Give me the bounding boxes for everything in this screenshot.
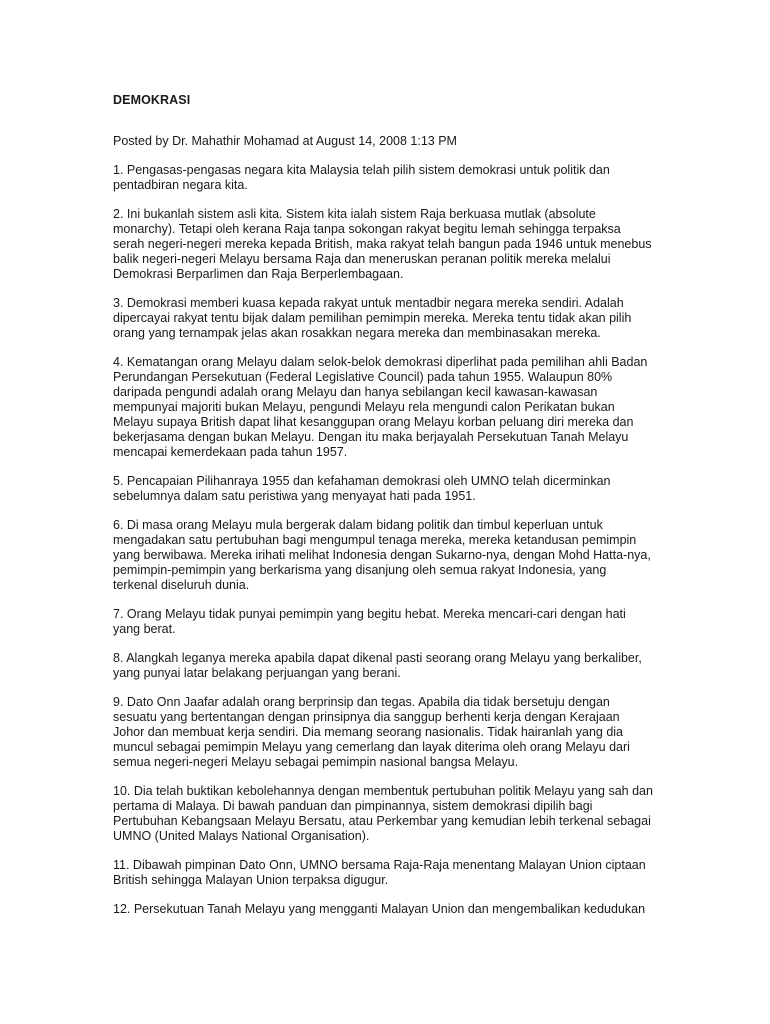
- paragraph-line: 5. Pencapaian Pilihanraya 1955 dan kefahaman demokrasi oleh UMNO telah dicerminkan: [113, 474, 611, 488]
- paragraph-line: serah negeri-negeri mereka kepada British, maka rakyat telah bangun pada 1946 untuk menebus: [113, 237, 652, 251]
- paragraph-line: British sehingga Malayan Union terpaksa digugur.: [113, 873, 389, 887]
- paragraph: [113, 607, 669, 637]
- paragraph: [113, 695, 669, 770]
- paragraph-line: 8. Alangkah leganya mereka apabila dapat dikenal pasti seorang orang Melayu yang berkaliber,: [113, 651, 642, 665]
- paragraph: [113, 296, 669, 341]
- paragraph-line: pemimpin-pemimpin yang berkarisma yang disanjung oleh semua rakyat Indonesia, yang: [113, 563, 607, 577]
- paragraph-line: 3. Demokrasi memberi kuasa kepada rakyat untuk mentadbir negara mereka sendiri. Adalah: [113, 296, 624, 310]
- paragraph: [113, 651, 669, 681]
- paragraph-line: monarchy). Tetapi oleh kerana Raja tanpa sokongan rakyat begitu lemah sehingga terpaksa: [113, 222, 621, 236]
- paragraph-line: terkenal diseluruh dunia.: [113, 578, 250, 592]
- paragraph-line: sesuatu yang bertentangan dengan prinsipnya dia sanggup berhenti kerja dengan Kerajaan: [113, 710, 620, 724]
- paragraph-line: 1. Pengasas-pengasas negara kita Malaysia telah pilih sistem demokrasi untuk politik dan: [113, 163, 610, 177]
- paragraph: [113, 784, 669, 844]
- paragraph-line: semua negeri-negeri Melayu sebagai pemimpin nasional bangsa Melayu.: [113, 755, 519, 769]
- paragraph: [113, 858, 669, 888]
- document-page: [113, 93, 669, 931]
- paragraph: [113, 355, 669, 460]
- paragraph-line: bekerjasama dengan bukan Melayu. Dengan itu maka berjayalah Persekutuan Tanah Melayu: [113, 430, 629, 444]
- paragraph-line: yang punyai latar belakang perjuangan yang berani.: [113, 666, 401, 680]
- paragraph-line: pentadbiran negara kita.: [113, 178, 248, 192]
- paragraph-line: sebelumnya dalam satu peristiwa yang menyayat hati pada 1951.: [113, 489, 476, 503]
- paragraph-line: 6. Di masa orang Melayu mula bergerak dalam bidang politik dan timbul keperluan untuk: [113, 518, 603, 532]
- paragraph-line: pertama di Malaya. Di bawah panduan dan pimpinannya, sistem demokrasi dipilih bagi: [113, 799, 593, 813]
- paragraph-line: yang berwibawa. Mereka irihati melihat Indonesia dengan Sukarno-nya, dengan Mohd Hatta-nya,: [113, 548, 651, 562]
- paragraph: [113, 902, 669, 917]
- paragraph-line: 10. Dia telah buktikan kebolehannya dengan membentuk pertubuhan politik Melayu yang sah dan: [113, 784, 653, 798]
- post-title: DEMOKRASI: [113, 93, 191, 107]
- paragraph-line: mengadakan satu pertubuhan bagi mengumpul tenaga mereka, mereka ketandusan pemimpin: [113, 533, 637, 547]
- paragraph-line: 2. Ini bukanlah sistem asli kita. Sistem kita ialah sistem Raja berkuasa mutlak (absolute: [113, 207, 596, 221]
- paragraph-line: mempunyai majoriti bukan Melayu, pengundi Melayu rela mengundi calon Perikatan bukan: [113, 400, 615, 414]
- paragraph-line: Melayu supaya British dapat lihat kesanggupan orang Melayu korban peluang diri mereka dan: [113, 415, 634, 429]
- paragraph-line: UMNO (United Malays National Organisation).: [113, 829, 370, 843]
- paragraph-line: yang berat.: [113, 622, 176, 636]
- paragraph: [113, 518, 669, 593]
- post-byline: Posted by Dr. Mahathir Mohamad at August 14, 2008 1:13 PM: [113, 134, 457, 148]
- paragraph-line: 12. Persekutuan Tanah Melayu yang mengganti Malayan Union dan mengembalikan kedudukan: [113, 902, 646, 916]
- paragraph-line: Demokrasi Berparlimen dan Raja Berperlembagaan.: [113, 267, 404, 281]
- paragraph-line: mencapai kemerdekaan pada tahun 1957.: [113, 445, 348, 459]
- paragraph-line: Perundangan Persekutuan (Federal Legislative Council) pada tahun 1955. Walaupun 80%: [113, 370, 613, 384]
- paragraph-line: daripada pengundi adalah orang Melayu dan hanya sebilangan kecil kawasan-kawasan: [113, 385, 598, 399]
- paragraph-line: 11. Dibawah pimpinan Dato Onn, UMNO bersama Raja-Raja menentang Malayan Union ciptaan: [113, 858, 646, 872]
- paragraph-line: muncul sebagai pemimpin Melayu yang cemerlang dan layak diterima oleh orang Melayu dari: [113, 740, 630, 754]
- paragraph-line: orang yang ternampak jelas akan rosakkan negara mereka dan membinasakan mereka.: [113, 326, 601, 340]
- paragraph: [113, 474, 669, 504]
- paragraph-line: 4. Kematangan orang Melayu dalam selok-belok demokrasi diperlihat pada pemilihan ahli Badan: [113, 355, 648, 369]
- paragraph-line: Johor dan membuat kerja sendiri. Dia memang seorang nasionalis. Tidak hairanlah yang dia: [113, 725, 624, 739]
- paragraph-line: 7. Orang Melayu tidak punyai pemimpin yang begitu hebat. Mereka mencari-cari dengan hati: [113, 607, 626, 621]
- paragraph-line: dipercayai rakyat tentu bijak dalam pemilihan pemimpin mereka. Mereka tentu tidak akan pilih: [113, 311, 632, 325]
- paragraph: [113, 207, 669, 282]
- paragraph-line: Pertubuhan Kebangsaan Melayu Bersatu, atau Perkembar yang kemudian lebih terkenal sebagai: [113, 814, 651, 828]
- paragraph-line: 9. Dato Onn Jaafar adalah orang berprinsip dan tegas. Apabila dia tidak bersetuju dengan: [113, 695, 610, 709]
- paragraph-line: balik negeri-negeri Melayu bersama Raja dan meneruskan peranan politik mereka melalui: [113, 252, 611, 266]
- paragraph: [113, 163, 669, 193]
- post-body: [113, 163, 669, 917]
